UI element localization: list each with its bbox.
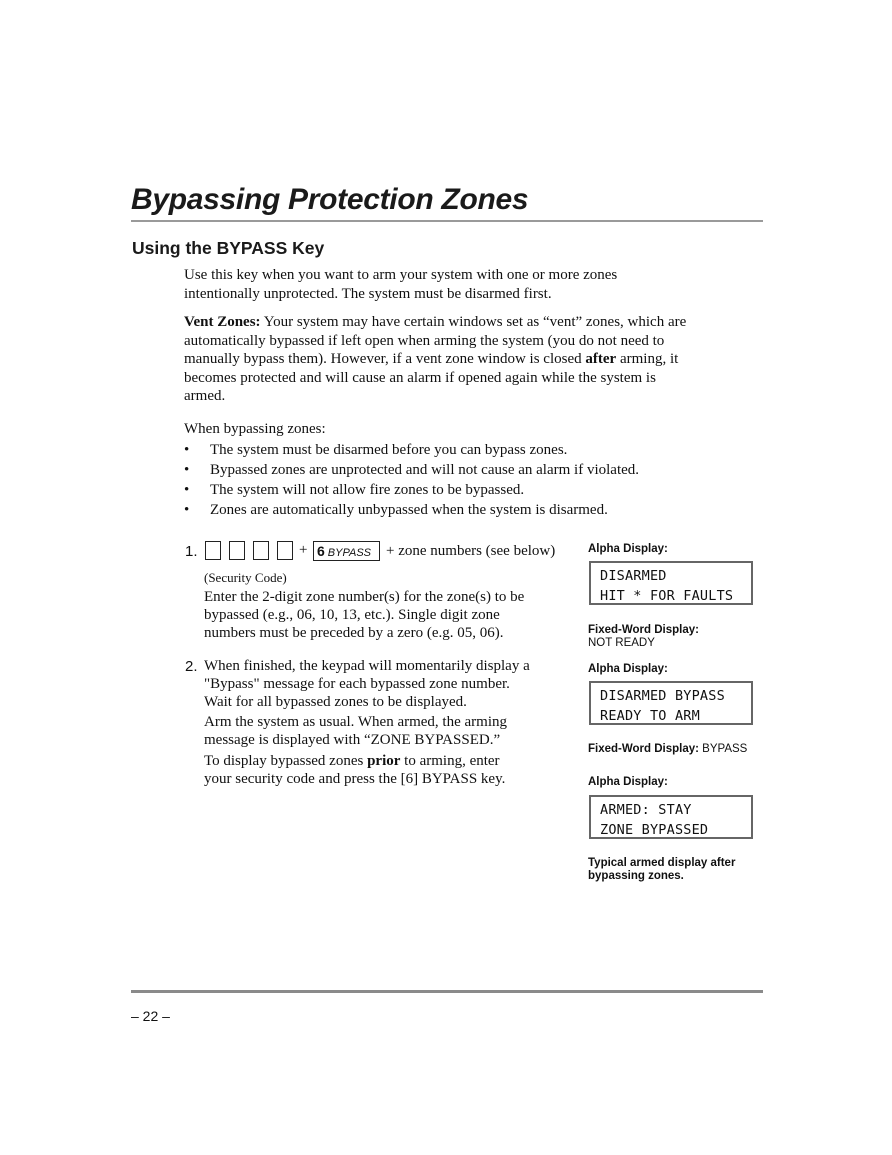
security-code-key-box <box>253 541 269 560</box>
plus-sign: + <box>299 542 308 558</box>
vent-line: automatically bypassed if left open when arming the system (you do not need to <box>184 332 665 349</box>
armed-display-caption: Typical armed display after bypassing zones. <box>588 857 736 882</box>
vent-zones-paragraph <box>184 313 759 406</box>
page-title: Bypassing Protection Zones <box>131 183 529 216</box>
intro-line: intentionally unprotected. The system must be disarmed first. <box>184 285 552 302</box>
intro-paragraph <box>184 266 759 303</box>
step-1-zone-numbers: + zone numbers (see below) <box>386 543 556 559</box>
security-code-caption: (Security Code) <box>204 570 287 585</box>
vent-line: manually bypass them). However, if a vent zone window is closed <box>184 351 586 367</box>
footer-rule <box>131 990 763 993</box>
security-code-key-box <box>205 541 221 560</box>
fixed-word-display-1: Fixed-Word Display: NOT READY <box>588 624 699 649</box>
prior-emphasis: prior <box>367 753 401 769</box>
lcd-display-armed: ARMED: STAY ZONE BYPASSED <box>589 795 753 839</box>
intro-line: Use this key when you want to arm your system with one or more zones <box>184 267 618 283</box>
lcd-display-disarmed: DISARMED HIT * FOR FAULTS <box>589 561 753 605</box>
lcd-display-bypass: DISARMED BYPASS READY TO ARM <box>589 681 753 725</box>
step-2-text-a: When finished, the keypad will momentarily display a "Bypass" message for each bypassed zone number. Wait for all bypassed zones to be displayed. <box>204 658 530 710</box>
list-item: • Bypassed zones are unprotected and will not cause an alarm if violated. <box>184 462 640 478</box>
step-2-text-b: Arm the system as usual. When armed, the arming message is displayed with “ZONE BYPASSED.” <box>204 714 507 748</box>
vent-zones-label: Vent Zones: <box>184 314 261 330</box>
security-code-key-box <box>277 541 293 560</box>
alpha-display-label: Alpha Display: <box>588 543 668 555</box>
bypass-intro: When bypassing zones: <box>184 421 326 437</box>
bypass-key-icon <box>313 541 380 561</box>
vent-line: Your system may have certain windows set as “vent” zones, which are <box>260 314 687 330</box>
vent-line: arming, it <box>616 351 679 367</box>
step-1-text: Enter the 2-digit zone number(s) for the zone(s) to be bypassed (e.g., 06, 10, 13, etc.). Single digit zone numbers must be preceded by a zero (e.g. 05, 06). <box>204 589 525 641</box>
bullet-icon: • <box>184 482 190 498</box>
list-item: • Zones are automatically unbypassed when the system is disarmed. <box>184 502 608 518</box>
vent-line: armed. <box>184 388 226 404</box>
title-rule <box>131 220 763 222</box>
bypass-rules-list <box>184 440 759 520</box>
vent-emphasis: after <box>585 351 617 367</box>
bullet-icon: • <box>184 442 190 458</box>
section-heading: Using the BYPASS Key <box>132 238 325 258</box>
step-1-number: 1. <box>185 543 198 560</box>
bypass-key-number: 6 <box>317 543 325 559</box>
bullet-icon: • <box>184 462 190 478</box>
list-item: • The system will not allow fire zones to be bypassed. <box>184 482 525 498</box>
alpha-display-label: Alpha Display: <box>588 663 668 675</box>
vent-line: becomes protected and will cause an alarm if opened again while the system is <box>184 369 656 386</box>
bypass-key-word: BYPASS <box>327 547 372 559</box>
list-item: • The system must be disarmed before you can bypass zones. <box>184 442 568 458</box>
page-number: – 22 – <box>131 1008 170 1024</box>
alpha-display-label: Alpha Display: <box>588 776 668 788</box>
security-code-key-box <box>229 541 245 560</box>
bullet-icon: • <box>184 502 190 518</box>
step-2-text-c: To display bypassed zones prior to arming, enter your security code and press the [6] BYPASS key. <box>204 753 506 787</box>
step-2-number: 2. <box>185 658 198 675</box>
fixed-word-display-2: Fixed-Word Display: BYPASS <box>588 743 748 755</box>
